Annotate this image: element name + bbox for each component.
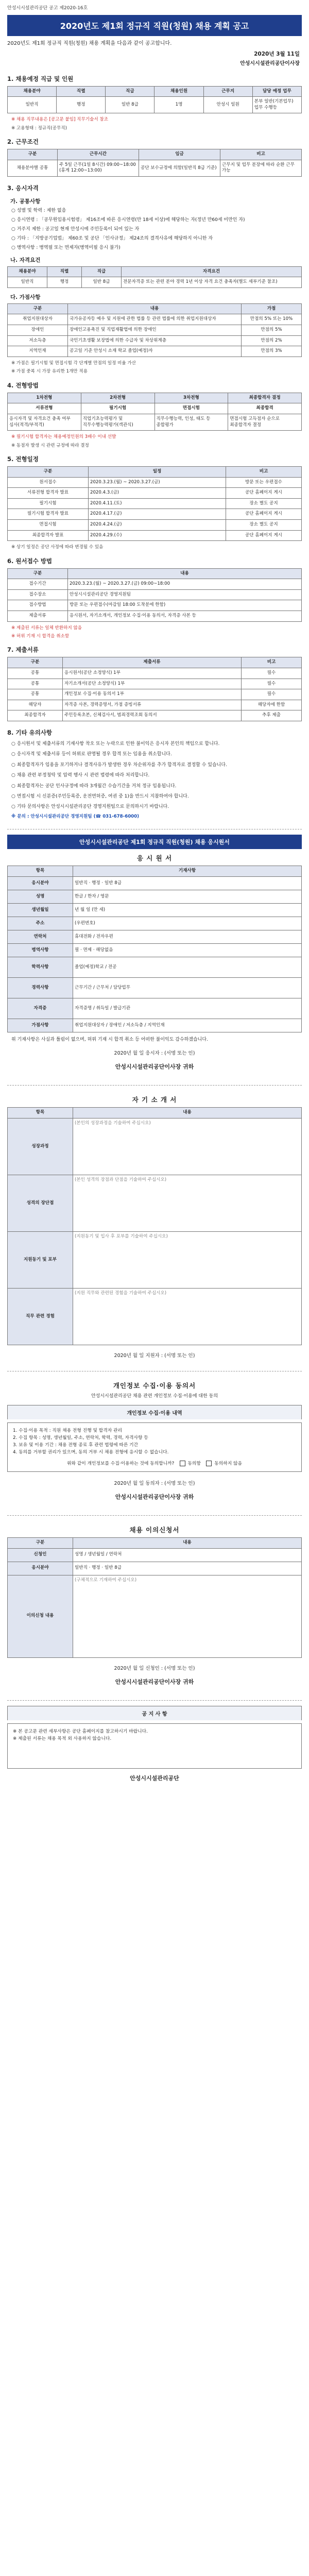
table-row bbox=[8, 1231, 302, 1288]
conditions-table bbox=[7, 149, 302, 177]
cell: 응시원서, 자기소개서, 개인정보 수집·이용 동의서, 자격증 사본 등 bbox=[68, 611, 302, 621]
table-row bbox=[8, 943, 302, 957]
th: 2차전형 bbox=[81, 393, 154, 403]
cell: 국민기초생활 보장법에 의한 수급자 및 차상위계층 bbox=[68, 335, 242, 346]
cell: 만점의 5% 또는 10% bbox=[242, 314, 302, 325]
table-row bbox=[8, 1019, 302, 1032]
th: 내용 bbox=[68, 303, 242, 314]
th: 담당 예정 업무 bbox=[252, 86, 301, 97]
cell: 자기소개서(공단 소정양식) 1부 bbox=[63, 679, 242, 689]
cell: (본인 성격의 장점과 단점을 기술하여 주십시오) bbox=[73, 1175, 302, 1231]
table-row bbox=[8, 498, 302, 509]
agree-checkbox[interactable] bbox=[180, 1461, 185, 1466]
table-row bbox=[8, 477, 302, 488]
disagree-checkbox[interactable] bbox=[206, 1461, 212, 1466]
cell: 2020.4.24.(금) bbox=[89, 519, 226, 530]
paragraph: ○ 최종합격자는 공단 인사규정에 따라 3개월간 수습기간을 거쳐 정규 임용됩니다. bbox=[11, 783, 177, 789]
table-row bbox=[8, 600, 302, 611]
table-row bbox=[8, 611, 302, 621]
cell: 일반 8급 bbox=[106, 97, 154, 113]
cell: 국가유공자등 예우 및 지원에 관한 법률 등 관련 법률에 의한 취업지원대상자 bbox=[68, 314, 242, 325]
table-row bbox=[8, 589, 302, 600]
table-row bbox=[8, 97, 302, 113]
th: 1차전형 bbox=[8, 393, 81, 403]
cell: 일반직 bbox=[8, 277, 47, 288]
notice-header: 공 지 사 항 bbox=[7, 1706, 302, 1720]
cell: 근무지 및 업무 분장에 따라 순환 근무 가능 bbox=[220, 160, 302, 176]
note: ※ 동점자 발생 시 관련 규정에 따라 결정 bbox=[11, 443, 89, 448]
table-row bbox=[8, 957, 302, 977]
table-row bbox=[8, 876, 302, 890]
contact-note: ※ 문의 : 안성시시설관리공단 경영지원팀 (☎ 031-678-6000) bbox=[11, 814, 140, 819]
cell: 필수 bbox=[242, 679, 302, 689]
cell: 공고일 기준 안성시 소재 학교 졸업(예정)자 bbox=[68, 346, 242, 357]
section-3-title: 3. 응시자격 bbox=[7, 184, 39, 192]
cell: 일반 8급 bbox=[82, 277, 122, 288]
cell: 일반직 · 행정 · 일반 8급 bbox=[73, 1562, 302, 1575]
cell: 생년월일 bbox=[8, 903, 73, 917]
th: 자격요건 bbox=[122, 266, 302, 277]
bullet: ○ 거주지 제한 : 공고일 현재 안성시에 주민등록이 되어 있는 자 bbox=[11, 226, 140, 232]
th: 비고 bbox=[226, 467, 302, 478]
cell: 취업지원대상자 / 장애인 / 저소득층 / 지역인재 bbox=[73, 1019, 302, 1032]
cell: 원서접수 bbox=[8, 477, 89, 488]
table-row bbox=[8, 277, 302, 288]
cell: 필수 bbox=[242, 689, 302, 700]
table-row bbox=[8, 488, 302, 499]
bonus-table bbox=[7, 303, 302, 357]
cell: 면접시험 bbox=[8, 519, 89, 530]
th: 직렬 bbox=[57, 86, 106, 97]
cell: 취업지원대상자 bbox=[8, 314, 68, 325]
paragraph: ○ 최종합격자가 임용을 포기하거나 결격사유가 발생한 경우 차순위자를 추가 합격자로 결정할 수 있습니다. bbox=[11, 762, 227, 768]
cell: 일반직 bbox=[8, 97, 57, 113]
cell: 필기시험 bbox=[81, 403, 154, 414]
th: 제출서류 bbox=[63, 657, 242, 668]
th: 직급 bbox=[106, 86, 154, 97]
cell: 병역사항 bbox=[8, 943, 73, 957]
cell: 최종합격자 발표 bbox=[8, 530, 89, 541]
cell: 전문자격증 또는 관련 분야 경력 1년 이상 자격 요건 충족자(별도 세부기준 참조) bbox=[122, 277, 302, 288]
cell: 응시분야 bbox=[8, 876, 73, 890]
divider bbox=[7, 1085, 302, 1086]
notice-item: ※ 본 공고문 관련 세부사항은 공단 홈페이지를 참고하시기 바랍니다. bbox=[13, 1728, 148, 1734]
table-row bbox=[8, 1118, 302, 1175]
cell: 자격증 bbox=[8, 998, 73, 1019]
table-row bbox=[8, 917, 302, 930]
cell: 1명 bbox=[154, 97, 203, 113]
cell: 응시분야 bbox=[8, 1562, 73, 1575]
cell: 최종합격 bbox=[228, 403, 302, 414]
application-form bbox=[7, 866, 302, 1032]
table-row bbox=[8, 414, 302, 430]
cell: 2020.4.11.(토) bbox=[89, 498, 226, 509]
th: 비고 bbox=[220, 149, 302, 160]
cell: 주 5일 근무(1일 8시간) 09:00~18:00 (휴게 12:00~13:00) bbox=[58, 160, 139, 176]
table-row bbox=[8, 998, 302, 1019]
cell: 면접시험 bbox=[154, 403, 228, 414]
cell: 안성시 일원 bbox=[203, 97, 252, 113]
cell: 직무 관련 경험 bbox=[8, 1288, 73, 1345]
subsection-title: 나. 자격요건 bbox=[10, 257, 41, 263]
table-row bbox=[8, 668, 302, 679]
consent-item: 4. 동의를 거부할 권리가 있으며, 동의 거부 시 채용 전형에 응시할 수 없습니다. bbox=[13, 1450, 169, 1455]
cell: 본부 일반(기본업무) 업무 수행등 bbox=[252, 97, 301, 113]
table-row bbox=[8, 1562, 302, 1575]
th: 내용 bbox=[73, 1108, 302, 1118]
cell: 휴대전화 / 전자우편 bbox=[73, 930, 302, 943]
documents-table bbox=[7, 657, 302, 721]
table-row bbox=[8, 509, 302, 520]
bullet: ○ 기타 : 「지방공기업법」 제60조 및 공단 「인사규정」 제24조의 결격사유에 해당하지 아니한 자 bbox=[11, 235, 213, 241]
cell: 자격증 사본, 경력증명서, 가점 증빙서류 bbox=[63, 700, 242, 710]
cell: 장소 별도 공지 bbox=[226, 498, 302, 509]
paragraph: ○ 응시원서 및 제출서류의 기재사항 착오 또는 누락으로 인한 불이익은 응시자 본인의 책임으로 합니다. bbox=[11, 741, 220, 747]
table-row bbox=[8, 930, 302, 943]
th: 항목 bbox=[8, 1108, 73, 1118]
cell: 자격증명 / 취득일 / 발급기관 bbox=[73, 998, 302, 1019]
cell: (우편번호) bbox=[73, 917, 302, 930]
signature-line: 2020년 월 일 신청인 : (서명 또는 인) bbox=[114, 1665, 195, 1671]
cell: 성장과정 bbox=[8, 1118, 73, 1175]
subsection-title: 다. 가점사항 bbox=[10, 294, 41, 300]
table-row bbox=[8, 314, 302, 325]
cell: 졸업(예정)학교 / 전공 bbox=[73, 957, 302, 977]
section-2-title: 2. 근무조건 bbox=[7, 138, 39, 146]
th: 근무시간 bbox=[58, 149, 139, 160]
signature-line: 2020년 월 일 응시자 : (서명 또는 인) bbox=[114, 1050, 195, 1057]
cell: 가점사항 bbox=[8, 1019, 73, 1032]
th: 임금 bbox=[139, 149, 220, 160]
th: 근무지 bbox=[203, 86, 252, 97]
table-row bbox=[8, 1288, 302, 1345]
table-row bbox=[8, 977, 302, 998]
th: 최종합격자 결정 bbox=[228, 393, 302, 403]
cell: 제출서류 bbox=[8, 611, 68, 621]
cell: 필 · 면제 · 해당없음 bbox=[73, 943, 302, 957]
table-row bbox=[8, 710, 302, 721]
cell: 접수기간 bbox=[8, 579, 68, 590]
table-row bbox=[8, 1175, 302, 1231]
section-4-title: 4. 전형방법 bbox=[7, 381, 39, 389]
cell: 직무수행능력, 인성, 태도 등 종합평가 bbox=[154, 414, 228, 430]
cell: 2020.3.23.(월) ~ 2020.3.27.(금) 09:00~18:00 bbox=[68, 579, 302, 590]
th: 내용 bbox=[68, 568, 302, 579]
cell: 해당자 bbox=[8, 700, 63, 710]
cell: 성격의 장단점 bbox=[8, 1175, 73, 1231]
th: 구분 bbox=[8, 657, 63, 668]
table-row bbox=[8, 160, 302, 176]
consent-item: 3. 보유 및 이용 기간 : 채용 전형 종료 후 관련 법령에 따른 기간 bbox=[13, 1442, 139, 1448]
cell: 최종합격자 bbox=[8, 710, 63, 721]
cell: 서류전형 bbox=[8, 403, 81, 414]
bullet: ○ 병역사항 : 병역필 또는 면제자(병역미필 응시 불가) bbox=[11, 245, 121, 250]
cell: 개인정보 수집·이용 동의서 1부 bbox=[63, 689, 242, 700]
section-8-title: 8. 기타 유의사항 bbox=[7, 729, 53, 737]
table-row bbox=[8, 700, 302, 710]
bullet: ○ 응시연령 : 「공무원임용시험령」 제16조에 따른 응시연령(만 18세 이상)에 해당하는 자(정년 만60세 미만인 자) bbox=[11, 217, 245, 223]
announcement-date: 2020년 3월 11일 bbox=[254, 50, 300, 57]
cell: 서류전형 합격자 발표 bbox=[8, 488, 89, 499]
cell: 응시원서(공단 소정양식) 1부 bbox=[63, 668, 242, 679]
cell: 공단 보수규정에 의함(일반직 8급 기준) bbox=[139, 160, 220, 176]
paragraph: ○ 기타 문의사항은 안성시시설관리공단 경영지원팀으로 문의하시기 바랍니다. bbox=[11, 804, 169, 810]
th: 3차전형 bbox=[154, 393, 228, 403]
table-row bbox=[8, 403, 302, 414]
cell: 방문 또는 우편접수(마감일 18:00 도착분에 한함) bbox=[68, 600, 302, 611]
form-subtitle: 안성시시설관리공단 채용 관련 개인정보 수집·이용에 대한 동의 bbox=[91, 1393, 218, 1399]
th: 직렬 bbox=[47, 266, 82, 277]
table-row bbox=[8, 1548, 302, 1562]
cell: 이의신청 내용 bbox=[8, 1575, 73, 1657]
agree-label: 동의함 bbox=[187, 1461, 201, 1467]
section-5-title: 5. 전형일정 bbox=[7, 455, 39, 463]
cell: 근무기간 / 근무처 / 담당업무 bbox=[73, 977, 302, 998]
table-row bbox=[8, 679, 302, 689]
cell: 학력사항 bbox=[8, 957, 73, 977]
th: 채용분야 bbox=[8, 266, 47, 277]
cell: 공통 bbox=[8, 689, 63, 700]
section-6-title: 6. 원서접수 방법 bbox=[7, 557, 53, 565]
cell: 공단 홈페이지 게시 bbox=[226, 530, 302, 541]
cell: 주소 bbox=[8, 917, 73, 930]
cell: 주민등록초본, 신체검사서, 범죄경력조회 동의서 bbox=[63, 710, 242, 721]
th: 구분 bbox=[8, 467, 89, 478]
cell: 접수장소 bbox=[8, 589, 68, 600]
addressee: 안성시시설관리공단이사장 귀하 bbox=[115, 1494, 194, 1501]
note: ※ 제출된 서류는 일체 반환하지 않음 bbox=[11, 625, 82, 631]
cell: 장소 별도 공지 bbox=[226, 519, 302, 530]
th: 일정 bbox=[89, 467, 226, 478]
notice-item: ※ 제출된 서류는 채용 목적 외 사용하지 않습니다. bbox=[13, 1736, 112, 1741]
th: 기재사항 bbox=[73, 866, 302, 877]
footer-org: 안성시시설관리공단 bbox=[130, 1774, 179, 1782]
cell: 공통 bbox=[8, 668, 63, 679]
cell: 지원동기 및 포부 bbox=[8, 1231, 73, 1288]
cell: 필수 bbox=[242, 668, 302, 679]
table-row bbox=[8, 890, 302, 903]
form-banner: 안성시시설관리공단 제1회 정규직 직원(청원) 채용 응시원서 bbox=[7, 835, 302, 849]
table-row bbox=[8, 579, 302, 590]
cell: 년 월 일 (만 세) bbox=[73, 903, 302, 917]
cell: 성명 bbox=[8, 890, 73, 903]
cell: 2020.4.17.(금) bbox=[89, 509, 226, 520]
cell: 장애인고용촉진 및 직업재활법에 의한 장애인 bbox=[68, 325, 242, 336]
disagree-label: 동의하지 않음 bbox=[214, 1461, 243, 1467]
section-7-title: 7. 제출서류 bbox=[7, 646, 39, 654]
consent-item: 1. 수집·이용 목적 : 직원 채용 전형 진행 및 합격자 관리 bbox=[13, 1428, 123, 1433]
cell: 접수방법 bbox=[8, 600, 68, 611]
announcement-org: 안성시시설관리공단이사장 bbox=[240, 60, 300, 66]
table-row bbox=[8, 689, 302, 700]
form-title: 개인정보 수집·이용 동의서 bbox=[113, 1381, 196, 1389]
cell: 성명 / 생년월일 / 연락처 bbox=[73, 1548, 302, 1562]
th: 가점 bbox=[242, 303, 302, 314]
cell: 공단 홈페이지 게시 bbox=[226, 509, 302, 520]
cell: 경력사항 bbox=[8, 977, 73, 998]
requirements-table bbox=[7, 266, 302, 288]
divider bbox=[7, 1700, 302, 1701]
addressee: 안성시시설관리공단이사장 귀하 bbox=[115, 1063, 194, 1071]
cell: 안성시시설관리공단 경영지원팀 bbox=[68, 589, 302, 600]
signature-line: 2020년 월 일 동의자 : (서명 또는 인) bbox=[114, 1481, 195, 1487]
signature-line: 2020년 월 일 지원자 : (서명 또는 인) bbox=[114, 1352, 195, 1359]
th: 내용 bbox=[73, 1538, 302, 1549]
note: ※ 채용 직무내용은 [공고문 붙임] 직무기술서 참조 bbox=[11, 117, 109, 123]
page-title: 2020년도 제1회 정규직 직원(청원) 채용 계획 공고 bbox=[7, 15, 302, 36]
table-row bbox=[8, 346, 302, 357]
note: ※ 필기시험 합격자는 채용예정인원의 3배수 이내 선발 bbox=[11, 434, 116, 440]
cell: 신청인 bbox=[8, 1548, 73, 1562]
cell: 일반직 · 행정 · 일반 8급 bbox=[73, 876, 302, 890]
cell: 행정 bbox=[57, 97, 106, 113]
recruit-table bbox=[7, 86, 302, 114]
cell: 필기시험 bbox=[8, 498, 89, 509]
cell: 필기시험 합격자 발표 bbox=[8, 509, 89, 520]
cell: (지원 직무와 관련된 경험을 기술하여 주십시오) bbox=[73, 1288, 302, 1345]
intro-text: 2020년도 제1회 정규직 직원(청원) 채용 계획을 다음과 같이 공고합니다. bbox=[7, 41, 172, 46]
cell: 연락처 bbox=[8, 930, 73, 943]
cell: 면접시험 고득점자 순으로 최종합격자 결정 bbox=[228, 414, 302, 430]
bullet: ○ 성별 및 학력 : 제한 없음 bbox=[11, 208, 66, 213]
cell: 추후 제출 bbox=[242, 710, 302, 721]
consent-header: 개인정보 수집·이용 내역 bbox=[7, 1405, 302, 1419]
consent-box bbox=[7, 1422, 302, 1472]
cell: 방문 또는 우편접수 bbox=[226, 477, 302, 488]
paragraph: ○ 채용 관련 부정청탁 및 압력 행사 시 관련 법령에 따라 처리합니다. bbox=[11, 773, 150, 778]
note: ※ 고용형태 : 정규직(공무직) bbox=[11, 125, 67, 131]
paragraph: ○ 면접시험 시 신분증(주민등록증, 운전면허증, 여권 중 1)을 반드시 지참하여야 합니다. bbox=[11, 794, 189, 799]
cell: 채용분야별 공통 bbox=[8, 160, 58, 176]
cell: 장애인 bbox=[8, 325, 68, 336]
th: 구분 bbox=[8, 568, 68, 579]
cell: (구체적으로 기재하여 주십시오) bbox=[73, 1575, 302, 1657]
cell: 2020.4.29.(수) bbox=[89, 530, 226, 541]
schedule-table bbox=[7, 466, 302, 541]
form-title: 자 기 소 개 서 bbox=[132, 1096, 177, 1104]
divider bbox=[7, 1515, 302, 1516]
cell: 해당자에 한함 bbox=[242, 700, 302, 710]
cell: 2020.3.23.(월) ~ 2020.3.27.(금) bbox=[89, 477, 226, 488]
cell: 공단 홈페이지 게시 bbox=[226, 488, 302, 499]
th: 구분 bbox=[8, 303, 68, 314]
table-row bbox=[8, 325, 302, 336]
th: 채용인원 bbox=[154, 86, 203, 97]
th: 비고 bbox=[242, 657, 302, 668]
application-table bbox=[7, 568, 302, 622]
consent-item: 2. 수집 항목 : 성명, 생년월일, 주소, 연락처, 학력, 경력, 자격사항 등 bbox=[13, 1435, 148, 1440]
cell: 한글 / 한자 / 영문 bbox=[73, 890, 302, 903]
cell: 만점의 5% bbox=[242, 325, 302, 336]
notice-box bbox=[7, 1723, 302, 1769]
cell: (본인의 성장과정을 기술하여 주십시오) bbox=[73, 1118, 302, 1175]
form-title: 응 시 원 서 bbox=[136, 854, 173, 862]
note: ※ 허위 기재 시 합격을 취소함 bbox=[11, 634, 70, 639]
process-table bbox=[7, 393, 302, 431]
table-row bbox=[8, 335, 302, 346]
paragraph: ○ 응시자격 및 제출서류 등이 허위로 판명될 경우 합격 또는 임용을 취소합니다. bbox=[11, 752, 172, 757]
th: 직급 bbox=[82, 266, 122, 277]
cell: 공통 bbox=[8, 679, 63, 689]
announcement-number: 안성시시설관리공단 공고 제2020-16호 bbox=[7, 6, 88, 11]
table-row bbox=[8, 1575, 302, 1657]
subsection-title: 가. 공통사항 bbox=[10, 198, 41, 205]
pledge-text: 위 기재사항은 사실과 틀림이 없으며, 허위 기재 시 합격 취소 등 어떠한 불이익도 감수하겠습니다. bbox=[11, 1037, 208, 1042]
cell: (지원동기 및 입사 후 포부를 기술하여 주십시오) bbox=[73, 1231, 302, 1288]
cell: 2020.4.3.(금) bbox=[89, 488, 226, 499]
objection-form bbox=[7, 1537, 302, 1658]
note: ※ 가점 중복 시 가장 유리한 1개만 적용 bbox=[11, 369, 88, 375]
table-row bbox=[8, 519, 302, 530]
cell: 만점의 2% bbox=[242, 335, 302, 346]
cell: 응시자격 및 자격요건 충족 여부 심사(적격/부적격) bbox=[8, 414, 81, 430]
form-title: 채용 이의신청서 bbox=[129, 1526, 180, 1534]
cell: 지역인재 bbox=[8, 346, 68, 357]
th: 구분 bbox=[8, 1538, 73, 1549]
th: 구분 bbox=[8, 149, 58, 160]
section-1-title: 1. 채용예정 직급 및 인원 bbox=[7, 75, 74, 82]
cell: 저소득층 bbox=[8, 335, 68, 346]
cell: 만점의 3% bbox=[242, 346, 302, 357]
th: 채용분야 bbox=[8, 86, 57, 97]
th: 항목 bbox=[8, 866, 73, 877]
table-row bbox=[8, 903, 302, 917]
addressee: 안성시시설관리공단이사장 귀하 bbox=[115, 1678, 194, 1685]
cell: 행정 bbox=[47, 277, 82, 288]
consent-choice bbox=[13, 1460, 296, 1467]
note: ※ 상기 일정은 공단 사정에 따라 변경될 수 있음 bbox=[11, 545, 104, 550]
note: ※ 가점은 필기시험 및 면접시험 각 단계별 만점의 일정 비율 가산 bbox=[11, 360, 136, 366]
table-row bbox=[8, 530, 302, 541]
self-intro-form bbox=[7, 1107, 302, 1345]
cell: 직업기초능력평가 및 직무수행능력평가(객관식) bbox=[81, 414, 154, 430]
consent-question: 위와 같이 개인정보를 수집·이용하는 것에 동의합니까? bbox=[66, 1461, 175, 1467]
